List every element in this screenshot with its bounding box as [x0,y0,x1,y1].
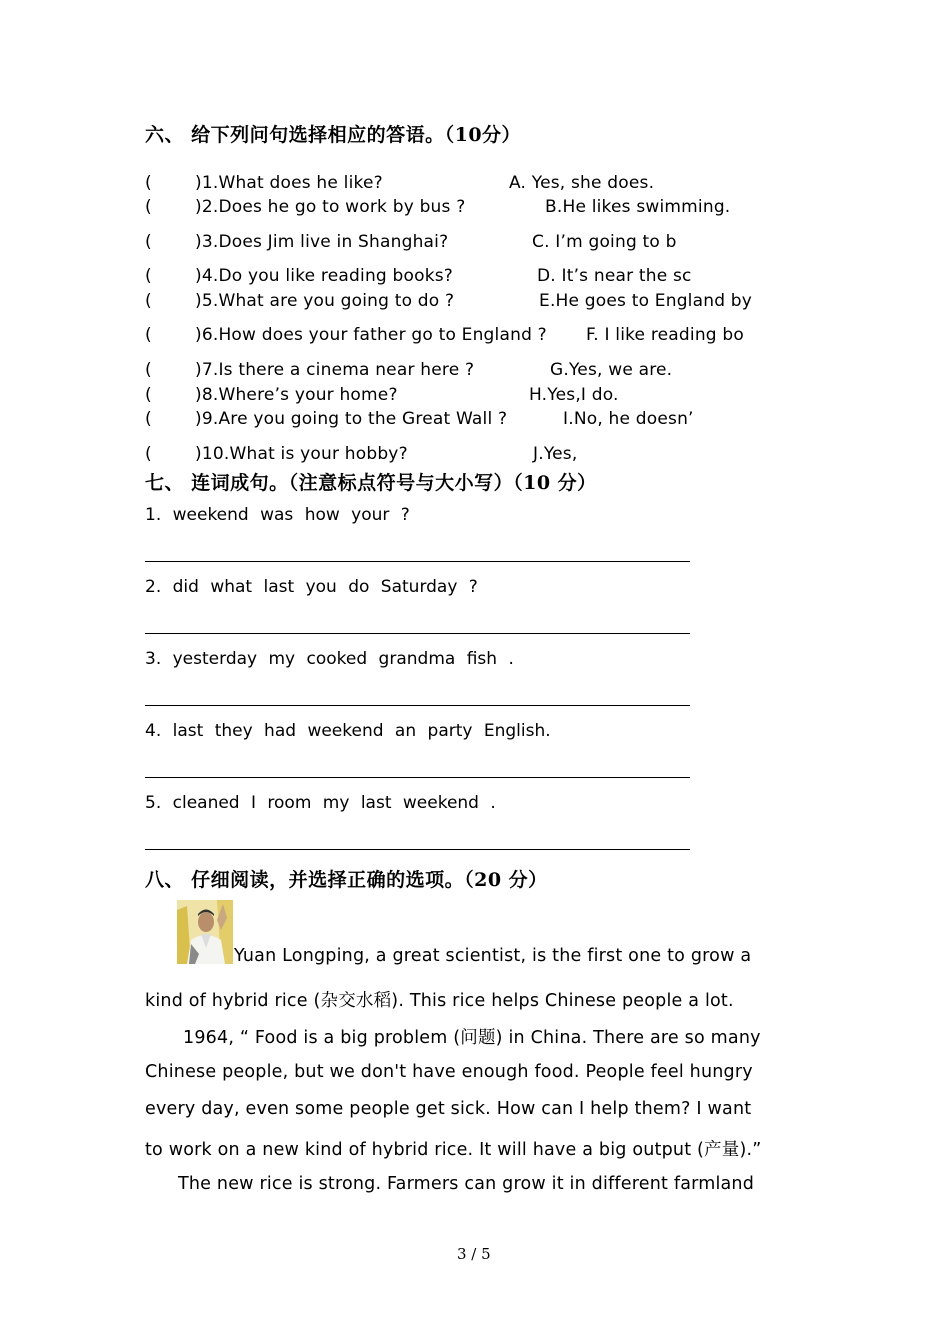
question-row [145,173,383,193]
question-row [145,444,408,464]
answer-blank[interactable]: ( [145,444,152,464]
answer-line[interactable] [145,777,690,778]
answer-option: B.He likes swimming. [545,197,731,217]
answer-line[interactable] [145,849,690,850]
answer-blank[interactable]: ( [145,325,152,345]
section-7-heading: 七、 连词成句。（注意标点符号与大小写）（10 分） [145,472,597,494]
passage-line: kind of hybrid rice (杂交水稻). This rice helps Chinese people a lot. [145,991,734,1011]
question-text: )5.What are you going to do ? [195,291,455,311]
question-row [145,197,465,217]
sentence-words: 5. cleaned I room my last weekend . [145,793,496,813]
answer-line[interactable] [145,705,690,706]
question-row [145,360,474,380]
answer-line[interactable] [145,633,690,634]
answer-option: A. Yes, she does. [509,173,655,193]
section-6-heading: 六、 给下列问句选择相应的答语。（10分） [145,124,522,146]
answer-option: C. I’m going to b [532,232,677,252]
passage-line: every day, even some people get sick. How can I help them? I want [145,1099,752,1119]
answer-option: G.Yes, we are. [550,360,673,380]
answer-blank[interactable]: ( [145,173,152,193]
answer-blank[interactable]: ( [145,291,152,311]
sentence-words: 4. last they had weekend an party English. [145,721,551,741]
question-text: )1.What does he like? [195,173,383,193]
question-text: )7.Is there a cinema near here ? [195,360,475,380]
question-text: )6.How does your father go to England ? [195,325,547,345]
passage-line: The new rice is strong. Farmers can grow it in different farmland [178,1174,755,1194]
question-text: )3.Does Jim live in Shanghai? [195,232,449,252]
answer-option: I.No, he doesn’ [563,409,694,429]
answer-blank[interactable]: ( [145,197,152,217]
answer-option: H.Yes,I do. [529,385,619,405]
passage-line: Yuan Longping, a great scientist, is the first one to grow a [234,946,752,966]
answer-option: D. It’s near the sc [537,266,692,286]
passage-line: to work on a new kind of hybrid rice. It will have a big output (产量).” [145,1140,762,1160]
question-row [145,232,448,252]
answer-blank[interactable]: ( [145,409,152,429]
passage-line: 1964, “ Food is a big problem (问题) in China. There are so many [183,1028,761,1048]
passage-line: Chinese people, but we don't have enough food. People feel hungry [145,1062,753,1082]
question-row [145,409,507,429]
question-row [145,385,398,405]
sentence-words: 3. yesterday my cooked grandma fish . [145,649,514,669]
answer-line[interactable] [145,561,690,562]
answer-option: E.He goes to England by [539,291,753,311]
question-text: )8.Where’s your home? [195,385,398,405]
answer-blank[interactable]: ( [145,232,152,252]
question-row [145,291,454,311]
answer-blank[interactable]: ( [145,266,152,286]
section-8-heading: 八、 仔细阅读，并选择正确的选项。（20 分） [145,869,548,891]
question-text: )4.Do you like reading books? [195,266,454,286]
sentence-words: 2. did what last you do Saturday ? [145,577,478,597]
scientist-portrait-image [177,900,233,964]
answer-option: F. I like reading bo [586,325,744,345]
portrait-photo [177,900,233,964]
answer-blank[interactable]: ( [145,385,152,405]
question-text: )9.Are you going to the Great Wall ? [195,409,508,429]
answer-blank[interactable]: ( [145,360,152,380]
question-row [145,266,453,286]
question-row [145,325,547,345]
page-number: 3 / 5 [457,1245,491,1263]
sentence-words: 1. weekend was how your ? [145,505,410,525]
answer-option: J.Yes, [533,444,578,464]
question-text: )2.Does he go to work by bus ? [195,197,466,217]
question-text: )10.What is your hobby? [195,444,408,464]
